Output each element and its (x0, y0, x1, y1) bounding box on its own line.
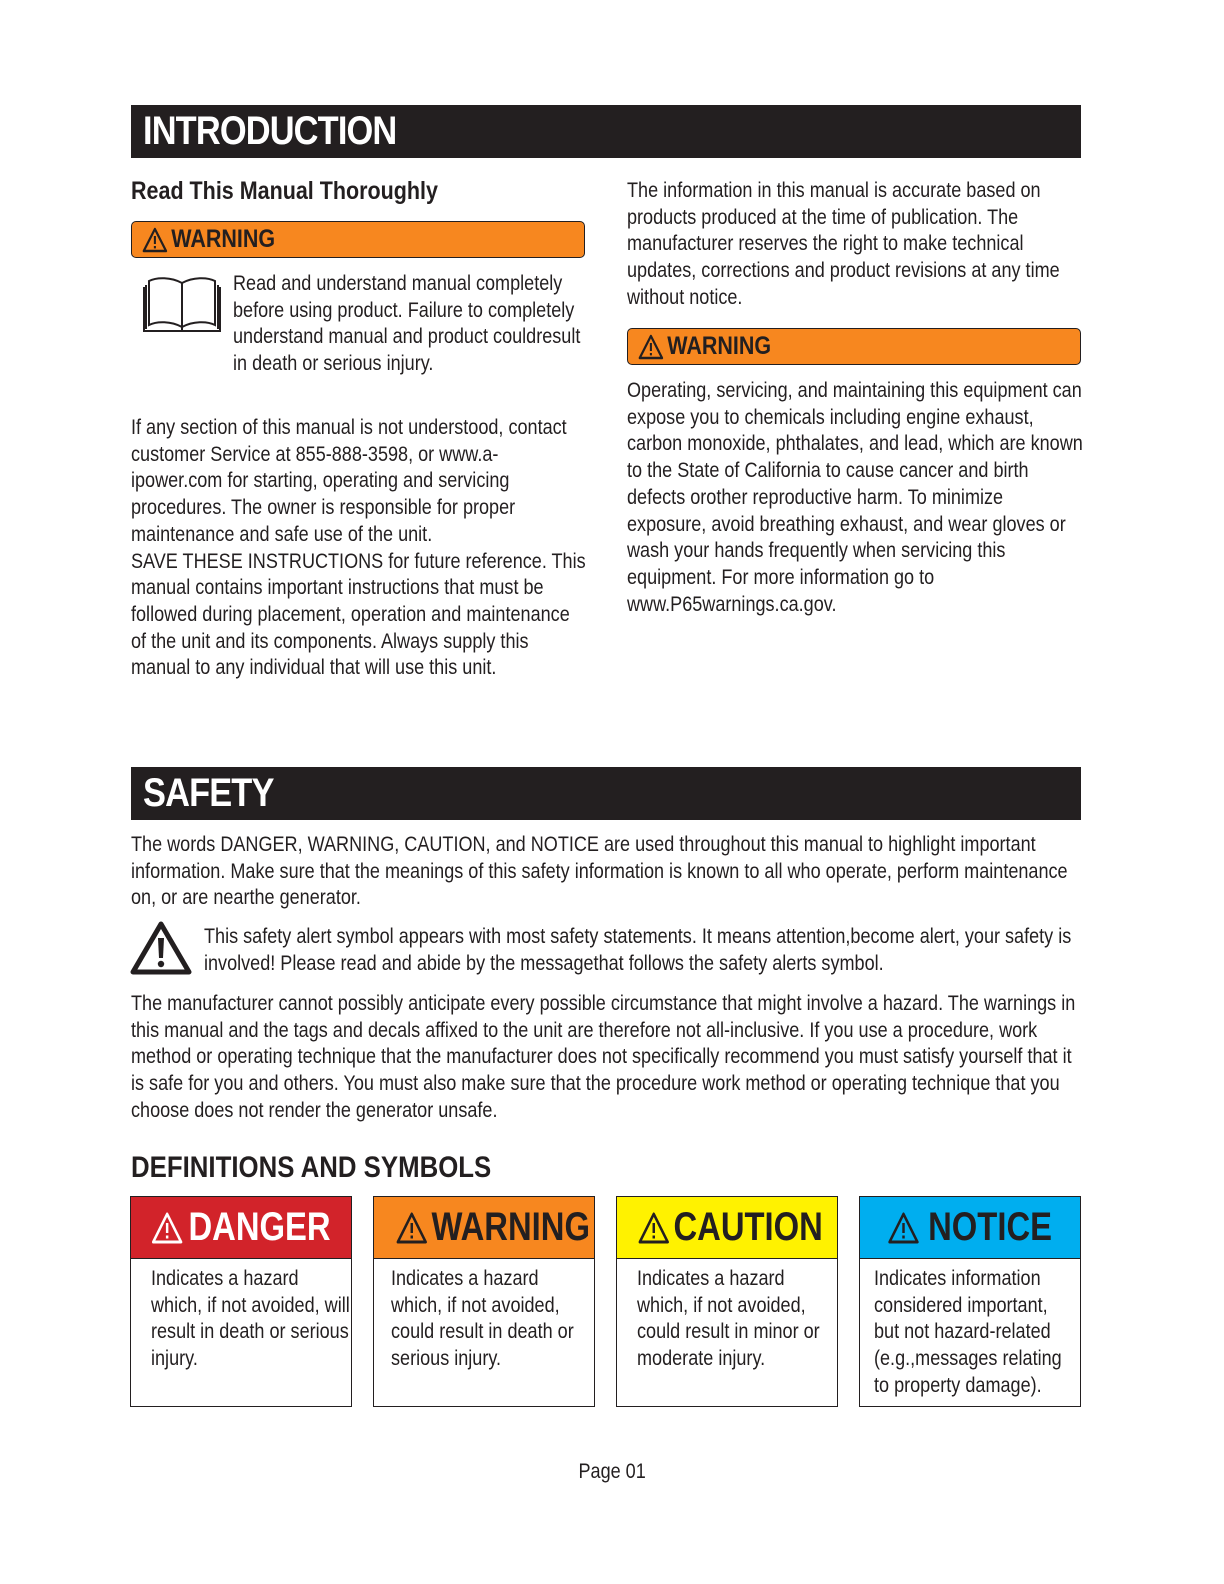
safety-title: SAFETY (143, 771, 274, 815)
safety-alert-text: This safety alert symbol appears with most safety statements. It means attention,become alert, your safety is involved! Please read and abide by the messagethat follows the safety alerts symbol. (204, 925, 1072, 975)
read-manual-subheading: Read This Manual Thoroughly (131, 177, 438, 205)
warning-text-2: Operating, servicing, and maintaining this equipment can expose you to chemicals including engine exhaust, carbon monoxide, phthalates, and lead, which are known to the State of California to cause cancer and birth defects orother reproductive harm. To minimize exposure, avoid breathing exhaust, and wear gloves or wash your hands frequently when servicing this equipment. For more information go to www.P65warnings.ca.gov. (627, 379, 1083, 616)
page-number-label: Page 01 (578, 1460, 646, 1483)
danger-description: Indicates a hazard which, if not avoided, will result in death or serious injury. (151, 1267, 350, 1371)
introduction-header (131, 105, 1081, 158)
intro-paragraph-1: If any section of this manual is not understood, contact customer Service at 855-888-3598, or www.a-ipower.com for starting, operating and servicing procedures. The owner is responsible for proper maintenance and safe use of the unit. (131, 416, 567, 546)
warning-text-1: Read and understand manual completely before using product. Failure to completely understand manual and product couldresult in death or serious injury. (233, 272, 581, 376)
warning-label-1: WARNING (171, 225, 276, 253)
notice-label: NOTICE (928, 1205, 1053, 1249)
warning-label: WARNING (431, 1205, 590, 1249)
intro-left-paragraphs (131, 415, 587, 682)
definitions-title: DEFINITIONS AND SYMBOLS (131, 1151, 492, 1184)
page-number (0, 1460, 1224, 1484)
caution-label: CAUTION (673, 1205, 823, 1249)
warning-triangle-icon (395, 1211, 428, 1245)
warning-triangle-icon (888, 1211, 921, 1245)
notice-description: Indicates information considered important, but not hazard-related (e.g.,messages relating to property damage). (874, 1267, 1062, 1397)
warning-triangle-icon (142, 227, 168, 253)
warning-banner-2 (627, 328, 1081, 365)
warning-triangle-icon (637, 1211, 670, 1245)
danger-label: DANGER (188, 1205, 331, 1249)
safety-paragraph-1: The words DANGER, WARNING, CAUTION, and NOTICE are used throughout this manual to highlight important information. Make sure that the meanings of this safety information is known to all who operate, perform maintenance on, or are nearthe generator. (131, 833, 1068, 910)
warning-banner-1 (131, 221, 585, 258)
safety-alert-icon (130, 921, 192, 975)
definition-notice-header (860, 1197, 1080, 1259)
definition-notice (859, 1196, 1081, 1407)
introduction-title: INTRODUCTION (143, 109, 397, 153)
warning-description: Indicates a hazard which, if not avoided, could result in death or serious injury. (391, 1267, 574, 1371)
definition-danger (130, 1196, 352, 1407)
definition-caution (616, 1196, 838, 1407)
warning-triangle-icon (638, 334, 664, 360)
definition-warning (373, 1196, 595, 1407)
safety-paragraph-2: The manufacturer cannot possibly anticipate every possible circumstance that might involve a hazard. The warnings in this manual and the tags and decals affixed to the unit are therefore not all-inclusive. If you use a procedure, work method or operating technique that the manufacturer does not specifically recommend you must satisfy yourself that it is safe for you and others. You must also make sure that the procedure work method or operating technique that you choose does not render the generator unsafe. (131, 992, 1076, 1122)
caution-description: Indicates a hazard which, if not avoided, could result in minor or moderate injury. (637, 1267, 820, 1371)
open-book-icon (141, 275, 223, 335)
definition-warning-header (374, 1197, 594, 1259)
definition-danger-header (131, 1197, 351, 1259)
warning-label-2: WARNING (667, 332, 772, 360)
definition-caution-header (617, 1197, 837, 1259)
warning-triangle-icon (151, 1211, 184, 1245)
intro-paragraph-2: SAVE THESE INSTRUCTIONS for future reference. This manual contains important instructions that must be followed during placement, operation and maintenance of the unit and its components. Always supply this manual to any individual that will use this unit. (131, 549, 586, 680)
intro-right-paragraph: The information in this manual is accurate based on products produced at the time of publication. The manufacturer reserves the right to make technical updates, corrections and product revisions at any time without notice. (627, 179, 1060, 309)
safety-header (131, 767, 1081, 820)
